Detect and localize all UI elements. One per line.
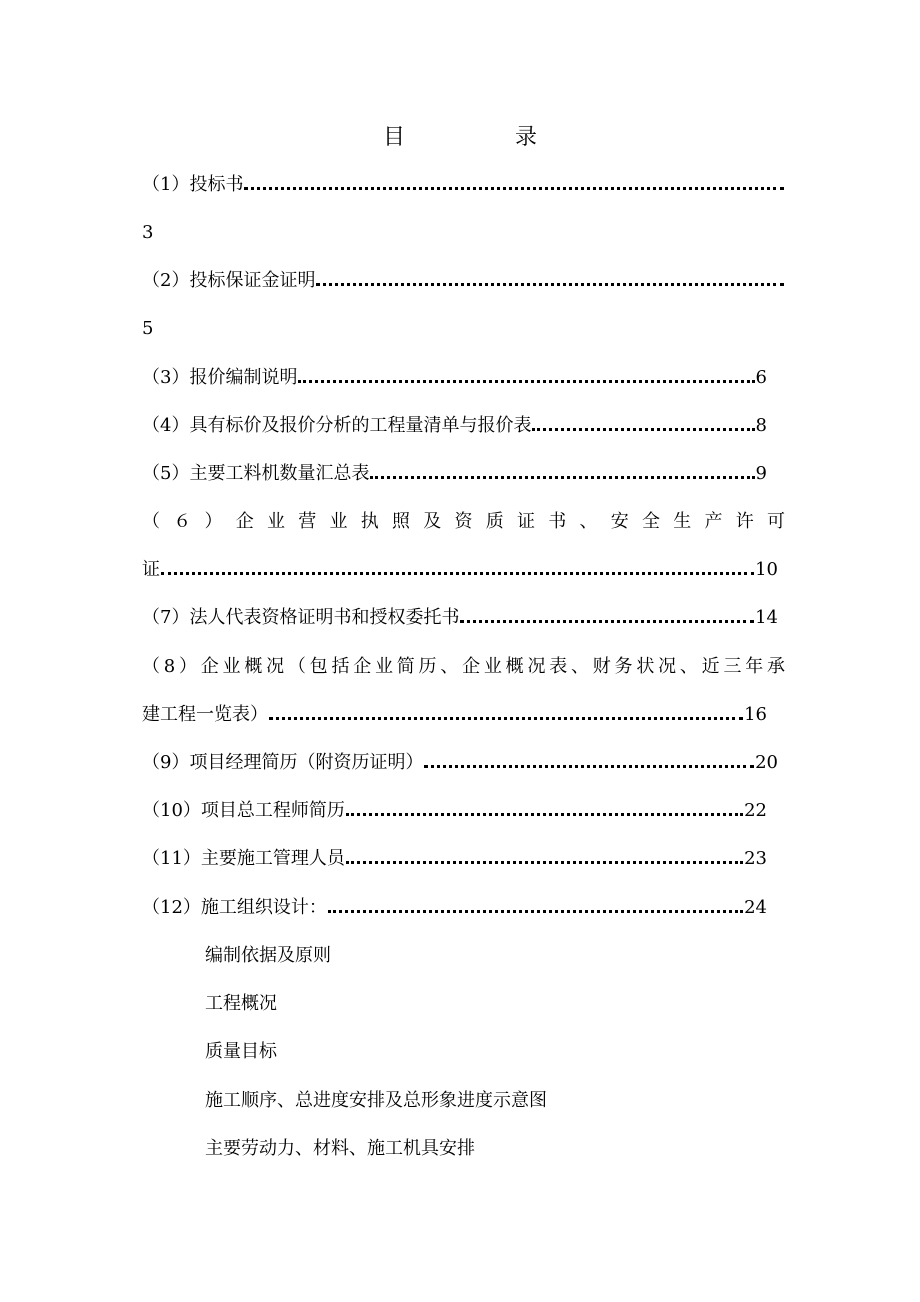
entry-page: 8	[755, 415, 767, 436]
dot-leader	[161, 555, 754, 585]
toc-entry-1[interactable]	[142, 170, 785, 200]
toc-entry-9[interactable]	[142, 748, 778, 778]
toc-entry-11[interactable]	[142, 844, 767, 874]
toc-entry-6-cont[interactable]	[142, 555, 778, 585]
entry-page: 22	[744, 800, 767, 821]
entry-text: （7）法人代表资格证明书和授权委托书	[142, 607, 460, 628]
toc-subitem[interactable]	[205, 989, 848, 1019]
toc-entry-12[interactable]	[142, 893, 767, 923]
subitem-text: 工程概况	[205, 993, 277, 1014]
dot-leader	[346, 796, 743, 826]
toc-page-2	[142, 314, 785, 344]
toc-entry-6[interactable]	[142, 507, 785, 537]
entry-page: 6	[755, 367, 767, 388]
entry-text: （10）项目总工程师简历	[142, 800, 345, 821]
subitem-text: 质量目标	[205, 1041, 277, 1062]
dot-leader	[532, 411, 754, 441]
entry-page: 20	[755, 752, 778, 773]
dot-leader	[328, 893, 743, 923]
dot-leader	[298, 363, 754, 393]
entry-text: 建工程一览表）	[142, 704, 268, 725]
toc-entry-8[interactable]	[142, 652, 785, 682]
entry-text: （8）企业概况（包括企业简历、企业概况表、财务状况、近三年承	[142, 656, 785, 677]
toc-subitem[interactable]	[205, 1134, 848, 1164]
entry-page: 24	[744, 897, 767, 918]
subitem-text: 编制依据及原则	[205, 945, 331, 966]
subitem-text: 主要劳动力、材料、施工机具安排	[205, 1138, 475, 1159]
entry-page: 9	[755, 463, 767, 484]
toc-title	[0, 120, 920, 151]
toc-entry-5[interactable]	[142, 459, 767, 489]
toc-entry-8-cont[interactable]	[142, 700, 767, 730]
dot-leader	[346, 844, 743, 874]
entry-page: 10	[755, 559, 778, 580]
entry-text: （4）具有标价及报价分析的工程量清单与报价表	[142, 415, 532, 436]
dot-leader	[370, 459, 754, 489]
entry-text: （６）企业营业执照及资质证书、安全生产许可	[142, 511, 785, 532]
toc-entry-7[interactable]	[142, 603, 778, 633]
entry-text: （2）投标保证金证明	[142, 270, 316, 291]
toc-entry-3[interactable]	[142, 363, 767, 393]
toc-subitem[interactable]	[205, 1086, 848, 1116]
entry-text: （12）施工组织设计：	[142, 897, 327, 918]
entry-page: 14	[755, 607, 778, 628]
dot-leader	[269, 700, 743, 730]
dot-leader	[424, 748, 754, 778]
dot-leader	[244, 170, 784, 200]
entry-text: （11）主要施工管理人员	[142, 848, 345, 869]
entry-page: 16	[744, 704, 767, 725]
entry-text: 证	[142, 559, 160, 580]
subitem-text: 施工顺序、总进度安排及总形象进度示意图	[205, 1090, 547, 1111]
toc-subitem[interactable]	[205, 1037, 848, 1067]
entry-text: （5）主要工料机数量汇总表	[142, 463, 370, 484]
entry-text: （3）报价编制说明	[142, 367, 298, 388]
entry-text: （1）投标书	[142, 174, 244, 195]
toc-entry-4[interactable]	[142, 411, 767, 441]
title-char: 录	[515, 125, 538, 150]
toc-entry-10[interactable]	[142, 796, 767, 826]
title-char: 目	[382, 125, 405, 150]
entry-page: 3	[142, 222, 154, 243]
toc-page-1	[142, 218, 785, 248]
toc-entry-2[interactable]	[142, 266, 785, 296]
entry-text: （9）项目经理简历（附资历证明）	[142, 752, 424, 773]
dot-leader	[460, 603, 754, 633]
entry-page: 23	[744, 848, 767, 869]
dot-leader	[316, 266, 784, 296]
toc-subitem[interactable]	[205, 941, 848, 971]
entry-page: 5	[142, 318, 154, 339]
